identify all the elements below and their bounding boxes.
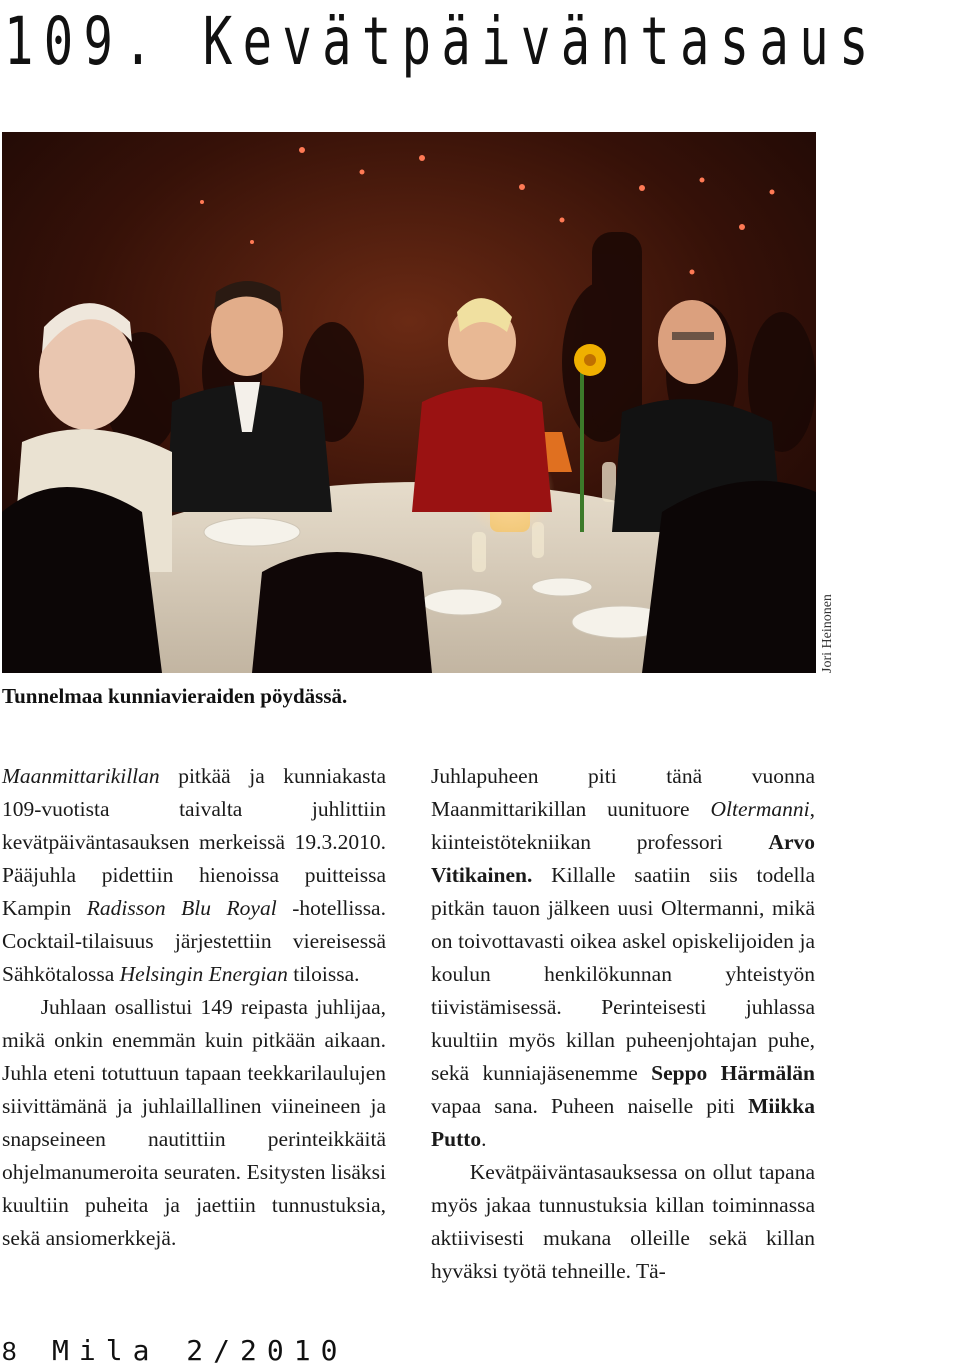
article-column-left [2, 760, 386, 1255]
page-number: 8 [2, 1336, 17, 1366]
magazine-issue: Mila 2/2010 [52, 1334, 348, 1367]
article-paragraph: Juhlaan osallistui 149 reipasta juhlijaa, mikä onkin enemmän kuin pitkään aikaan. Juhla eteni totuttuun tapaan teekkarilaulujen siivittämänä ja juhlaillallinen viineineen ja snapseineen nautittiin perinteikkäitä ohjelmanumeroita seuraten. Esitysten lisäksi kuultiin puheita ja jaettiin tunnustuksia, sekä ansiomerkkejä. [2, 995, 386, 1250]
event-photo [2, 132, 816, 673]
page-title: 109. Kevätpäiväntasaus [4, 3, 879, 80]
photo-credit: Jori Heinonen [820, 594, 835, 673]
article-paragraph: Juhlapuheen piti tänä vuonna Maanmittarikillan uunituore Oltermanni, kiinteistötekniikan professori Arvo Vitikainen. Killalle saatiin siis todella pitkän tauon jälkeen uusi Oltermanni, mikä on toivottavasti oikea askel opiskelijoiden ja koulun henkilökunnan yhteistyön tiivistämisessä. Perinteisesti juhlassa kuultiin myös killan puheenjohtajan puhe, sekä kunniajäsenemme Seppo Härmälän vapaa sana. Puheen naiselle piti Miikka Putto. [431, 764, 815, 1151]
article-paragraph: Kevätpäiväntasauksessa on ollut tapana myös jakaa tunnustuksia killan toiminnassa aktiivisesti mukana olleille sekä killan hyväksi työtä tehneille. Tä- [431, 1160, 815, 1283]
article-paragraph: Maanmittarikillan pitkää ja kunniakasta 109-vuotista taivalta juhlittiin kevätpäiväntasauksen merkeissä 19.3.2010. Pääjuhla pidettiin hienoissa puitteissa Kampin Radisson Blu Royal -hotellissa. Cocktail-tilaisuus järjestettiin viereisessä Sähkötalossa Helsingin Energian tiloissa. [2, 764, 386, 986]
photo-caption: Tunnelmaa kunniavieraiden pöydässä. [2, 684, 348, 708]
article-column-right [431, 760, 815, 1288]
dinner-party-illustration [2, 132, 816, 673]
